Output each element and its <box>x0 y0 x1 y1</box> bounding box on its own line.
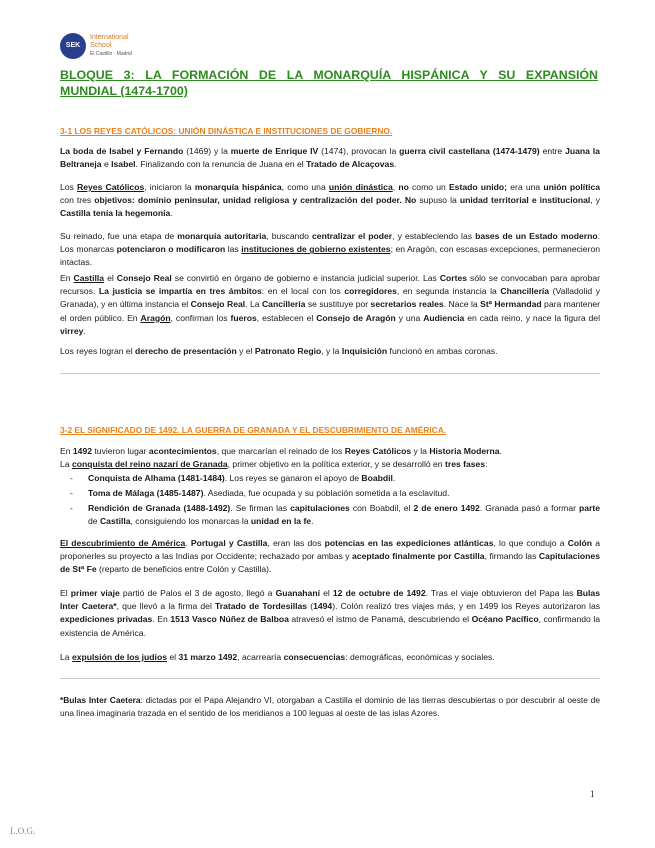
text: , y estableciendo las <box>392 231 476 241</box>
text: (1474), provocan la <box>318 146 400 156</box>
text: Los reyes logran el <box>60 346 135 356</box>
text: , primer objetivo en la política exterior, y se desarrolló en <box>227 459 445 469</box>
text: sólo se convocaban para aprobar recursos. <box>60 273 601 297</box>
text-bold-underline: expulsión de los judíos <box>71 652 167 662</box>
text-bold: Castilla <box>99 516 131 527</box>
text: La <box>60 652 72 662</box>
logo-line-3: El Castillo · Madrid <box>90 51 132 57</box>
text: , consiguiendo los monarcas la <box>130 516 251 527</box>
text: como un <box>408 182 449 192</box>
bullet-dash: - <box>70 488 73 498</box>
text-bold: unión política <box>543 182 601 192</box>
text: de <box>88 516 100 527</box>
text-bold: 1492 <box>72 446 93 456</box>
text-bold-underline: Aragón <box>140 312 171 323</box>
text: , iniciaron la <box>144 182 195 192</box>
text-bold: Bulas Inter Caetera* <box>60 588 600 612</box>
text-bold: La boda de Isabel y Fernando <box>60 146 184 156</box>
text: , que marcarían el reinado de los <box>216 446 345 456</box>
text: , firmando las <box>484 551 539 562</box>
text-bold: Historia Moderna <box>429 446 500 456</box>
footnote <box>60 694 600 720</box>
text-bold: Tratado de Tordesillas <box>215 601 308 612</box>
text-bold-underline: conquista del reino nazarí de Granada <box>71 459 228 469</box>
text-bold: *Bulas Inter Caetera <box>60 695 141 705</box>
page-title-line-1: BLOQUE 3: LA FORMACIÓN DE LA MONARQUÍA HISPÁNICA Y SU EXPANSIÓN <box>60 68 598 82</box>
text-bold: Capitulaciones de Stª Fe <box>60 551 600 575</box>
text: , confirman los <box>170 312 231 323</box>
section-divider <box>60 678 600 679</box>
text-bold: potenciaron o modificaron <box>116 244 226 255</box>
text: , acarrearía <box>237 652 284 662</box>
text-bold: derecho de presentación <box>135 346 237 356</box>
text-bold: centralizar el poder <box>312 231 393 241</box>
text: el <box>166 652 179 662</box>
text-bold-underline: El descubrimiento de América <box>60 538 186 548</box>
text: entre <box>539 146 566 156</box>
text-bold: unidad territorial e institucional <box>459 195 591 206</box>
text-bold: Conquista de Alhama (1481-1484) <box>88 473 225 483</box>
text: atravesó el istmo de Panamá, descubriendo el <box>288 614 472 625</box>
text: (1469) y la <box>183 146 231 156</box>
text-bold-underline: instituciones de gobierno existentes <box>241 244 391 255</box>
text-bold: Castilla tenía la hegemonía <box>60 208 171 219</box>
text: Su reinado, fue una etapa de <box>60 231 178 241</box>
text: se sustituye por <box>305 299 371 310</box>
section-1-heading: 3-1 LOS REYES CATÓLICOS: UNIÓN DINÁSTICA E INSTITUCIONES DE GOBIERNO. <box>60 126 393 136</box>
text: , que llevó a la firma del <box>116 601 215 612</box>
text: el <box>319 588 333 598</box>
text: : demográficas, económicas y sociales. <box>345 652 495 662</box>
text-bold: 31 marzo 1492 <box>178 652 238 662</box>
logo-mark: SEK <box>60 33 86 59</box>
text-bold: acontecimientos <box>148 446 217 456</box>
section-2-heading: 3-2 EL SIGNIFICADO DE 1492. LA GUERRA DE GRANADA Y EL DESCUBRIMIENTO DE AMÉRICA. <box>60 425 447 435</box>
text: las <box>225 244 242 255</box>
text: Los <box>60 182 78 192</box>
author-initials: L.O.G. <box>10 826 36 836</box>
text-bold: monarquía hispánica <box>194 182 282 192</box>
text-bold: 1494 <box>313 601 333 612</box>
text-bold: potencias en las expediciones atlánticas <box>324 538 494 548</box>
text: , lo que condujo a <box>493 538 568 548</box>
text: En <box>60 273 74 283</box>
text: . Tras el viaje obtuvieron del Papa las <box>425 588 577 598</box>
text: . Nace la <box>443 299 481 310</box>
text: , y <box>590 195 600 206</box>
text-bold: guerra civil castellana (1474-1479) <box>399 146 540 156</box>
text: . <box>499 446 502 456</box>
page-number: 1 <box>590 789 595 799</box>
text: . En <box>152 614 171 625</box>
text-bold-underline: unión dinástica <box>328 182 393 192</box>
text-bold: monarquía autoritaria <box>177 231 267 241</box>
text: era una <box>507 182 544 192</box>
text-bold: Inquisición <box>341 346 388 356</box>
list-item <box>70 487 600 500</box>
text-bold: Consejo de Aragón <box>316 312 396 323</box>
text: con tres <box>60 195 95 206</box>
section-1-paragraph-2 <box>60 181 600 221</box>
section-1-paragraph-4 <box>60 272 600 338</box>
text-bold: Rendición de Granada (1488-1492) <box>88 503 231 513</box>
text-bold: 12 de octubre de 1492 <box>332 588 426 598</box>
text: con Boabdil, el <box>349 503 414 513</box>
text-bold: corregidores <box>344 286 397 297</box>
text-bold-underline: Reyes Católicos <box>77 182 145 192</box>
text-bold: Cancillería <box>261 299 306 310</box>
section-2-paragraph-4 <box>60 651 600 664</box>
text: . <box>311 516 314 527</box>
text-bold: Toma de Málaga (1485-1487) <box>88 488 204 498</box>
logo-line-2: School <box>90 42 112 49</box>
text-bold: expediciones privadas <box>60 614 153 625</box>
text-bold: Chancillería <box>500 286 550 297</box>
text: partió de Palos el 3 de agosto, llegó a <box>119 588 276 598</box>
text-bold: virrey <box>60 325 84 336</box>
text: . <box>170 208 173 219</box>
text-bold: Tratado de Alcaçovas <box>306 159 395 170</box>
text-bold: fueros <box>230 312 257 323</box>
text-bold: Océano Pacífico <box>471 614 539 625</box>
logo-line-1: International <box>90 34 129 41</box>
text: y el <box>236 346 255 356</box>
text-bold: Isabel <box>111 159 136 170</box>
bullet-dash: - <box>70 473 73 483</box>
text: . La <box>245 299 262 310</box>
text-bold: 1513 Vasco Núñez de Balboa <box>170 614 289 625</box>
school-logo <box>60 33 170 59</box>
text-bold: muerte de Enrique IV <box>230 146 319 156</box>
text-bold: Boabdil <box>361 473 393 483</box>
text-bold: Audiencia <box>423 312 465 323</box>
text-bold: Consejo Real <box>190 299 246 310</box>
section-2-paragraph-3 <box>60 587 600 640</box>
section-divider <box>60 373 600 374</box>
text: . Finalizando con la renuncia de Juana en el <box>135 159 307 170</box>
text: ; en Aragón, con escasas excepciones, permanecieron intactas. <box>60 244 601 268</box>
text: se convirtió en órgano de gobierno e instancia judicial superior. Las <box>171 273 440 283</box>
text: , en segunda instancia la <box>396 286 501 297</box>
text-bold: bases de un Estado moderno <box>475 231 598 241</box>
text-bold: parte <box>578 503 600 513</box>
text-bold: primer viaje <box>70 588 120 598</box>
text-bold: no <box>398 182 409 192</box>
text: (reparto de beneficios entre Colón y Castilla). <box>96 564 272 575</box>
text: funcionó en ambas coronas. <box>387 346 498 356</box>
text-bold-underline: Castilla <box>73 273 105 283</box>
text: . <box>392 473 396 483</box>
section-2-paragraph-1 <box>60 445 600 458</box>
text: . Asediada, fue ocupada y su población sometida a la esclavitud. <box>203 488 450 498</box>
text-bold: unidad en la fe <box>250 516 312 527</box>
text-bold: Juana la Beltraneja <box>60 146 600 170</box>
text-bold: aceptado finalmente por Castilla <box>352 551 485 562</box>
text-bold: No <box>404 195 417 206</box>
text: , y la <box>321 346 342 356</box>
text: , establecen el <box>256 312 317 323</box>
text: La <box>60 459 72 469</box>
text: el <box>104 273 117 283</box>
text-bold: Reyes Católicos <box>344 446 412 456</box>
text: : dictadas por el Papa Alejandro VI, otorgaban a Castilla el dominio de las tierras descubiertas o por descubrir al oeste de una línea imaginaria trazada en el sentido de los meridianos a 100 leguas al oeste de las islas Azores. <box>60 695 600 718</box>
text: . <box>83 325 86 336</box>
section-1-paragraph-3 <box>60 230 600 270</box>
text-bold: Estado unido; <box>448 182 508 192</box>
text: : <box>485 459 488 469</box>
bullet-dash: - <box>70 503 73 513</box>
text-bold: Stª Hermandad <box>480 299 542 310</box>
text: . Los monarcas <box>60 231 600 255</box>
text-bold: secretarios reales <box>370 299 444 310</box>
text: . <box>394 159 397 170</box>
text: . Granada pasó a formar <box>479 503 579 513</box>
text: ). Colón realizó tres viajes más, y en 1499 los Reyes autorizaron las <box>332 601 601 612</box>
text: en cada reino, y nace la figura del <box>464 312 600 323</box>
text-bold: tres fases <box>444 459 486 469</box>
text: a proponerles su proyecto a las Indias por Occidente; rechazado por ambas y <box>60 538 600 562</box>
text: . <box>185 538 191 548</box>
text: ( <box>307 601 314 612</box>
text: y la <box>411 446 430 456</box>
text: . Se firman las <box>230 503 291 513</box>
text-bold: La justicia se impartía en tres ámbitos <box>98 286 262 297</box>
text-bold: Cortes <box>439 273 468 283</box>
text: supuso la <box>416 195 460 206</box>
list-item <box>70 472 600 485</box>
text: En <box>60 446 73 456</box>
text: . Los reyes se ganaron el apoyo de <box>224 473 362 483</box>
list-item <box>70 502 600 528</box>
text: para mantener el orden público. En <box>60 299 600 323</box>
text: e <box>101 159 112 170</box>
text-bold: Portugal y Castilla <box>190 538 268 548</box>
text-bold: consecuencias <box>283 652 346 662</box>
text-bold: objetivos: dominio peninsular, unidad religiosa y centralización del poder. <box>94 195 402 206</box>
text-bold: Colón <box>567 538 593 548</box>
text-bold: 2 de enero 1492 <box>413 503 480 513</box>
text-bold: Patronato Regio <box>254 346 322 356</box>
text-bold: Consejo Real <box>116 273 172 283</box>
text: , como una <box>281 182 329 192</box>
text: El <box>60 588 71 598</box>
text: , buscando <box>266 231 313 241</box>
section-1-paragraph-5 <box>60 345 600 358</box>
text-bold: Guanahaní <box>275 588 320 598</box>
page-title-line-2: MUNDIAL (1474-1700) <box>60 84 188 98</box>
section-2-paragraph-1b <box>60 458 600 471</box>
section-1-paragraph-1 <box>60 145 600 171</box>
section-2-paragraph-2 <box>60 537 600 577</box>
text: : en el local con los <box>261 286 345 297</box>
text: , <box>392 182 399 192</box>
text: , confirmando la existencia de América. <box>60 614 601 638</box>
text-bold: capitulaciones <box>290 503 350 513</box>
text: y una <box>395 312 424 323</box>
text: (Valladolid y Granada), y en última instancia el <box>60 286 601 310</box>
text: tuvieron lugar <box>92 446 149 456</box>
text: , eran las dos <box>267 538 325 548</box>
